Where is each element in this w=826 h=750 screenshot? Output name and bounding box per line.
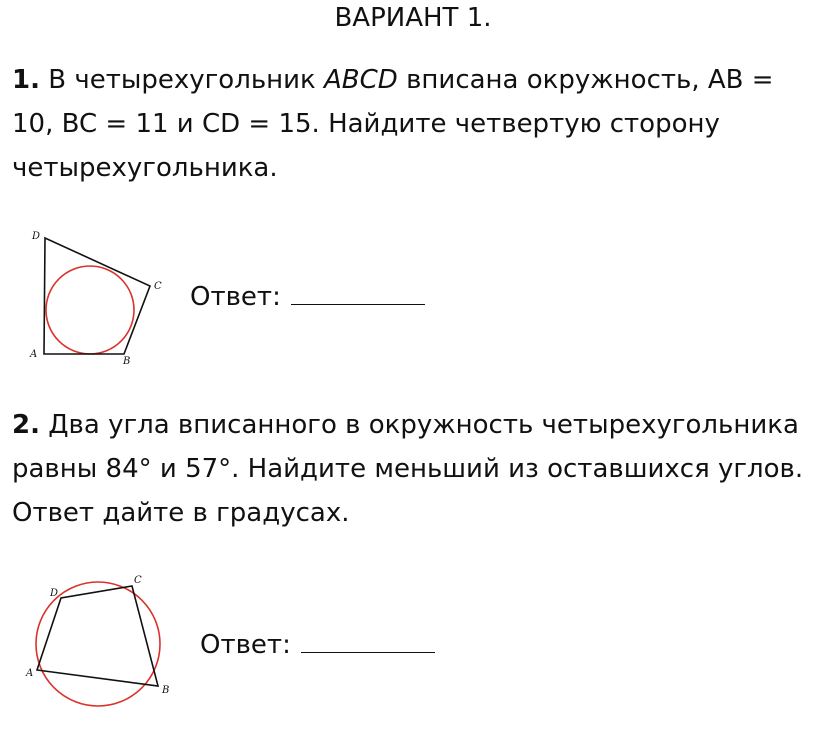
vertex-label-c: C (134, 575, 142, 586)
problem-2-number: 2. (12, 410, 40, 440)
vertex-label-b: B (123, 356, 131, 367)
vertex-label-d: D (50, 588, 59, 599)
answer-2 (200, 626, 435, 661)
circumcircle (36, 582, 160, 706)
vertex-label-d: D (32, 231, 41, 242)
problem-1-number: 1. (12, 65, 40, 95)
answer-1-blank[interactable] (291, 278, 425, 305)
answer-1 (190, 278, 425, 313)
vertex-label-c: C (154, 281, 162, 292)
vertex-label-b: B (162, 685, 170, 696)
vertex-label-a: A (30, 349, 38, 360)
problem-2-text-body: Два угла вписанного в окружность четырехугольника равны 84° и 57°. Найдите меньший из оставшихся углов. Ответ дайте в градусах. (12, 410, 804, 528)
quadrilateral-abcd-inscribed (37, 586, 158, 686)
quadrilateral-abcd (44, 238, 150, 354)
problem-1-quad-name: ABCD (324, 65, 398, 95)
figure-inscribed-circle (24, 226, 164, 366)
vertex-label-a: A (26, 668, 34, 679)
problem-1-text-a: В четырехугольник (39, 65, 325, 95)
incircle (46, 266, 134, 354)
problem-1-text (12, 58, 818, 190)
problem-1-text-b: вписана окружность, AB = 10, BC = 11 и CD = 15. Найдите четвертую сторону четырехугольника. (12, 65, 774, 183)
answer-2-blank[interactable] (301, 626, 435, 653)
figure-circumscribed-circle (24, 570, 184, 720)
problem-2-text (12, 403, 818, 535)
answer-2-label: Ответ: (200, 630, 291, 660)
answer-1-label: Ответ: (190, 282, 281, 312)
variant-title: ВАРИАНТ 1. (334, 3, 492, 33)
